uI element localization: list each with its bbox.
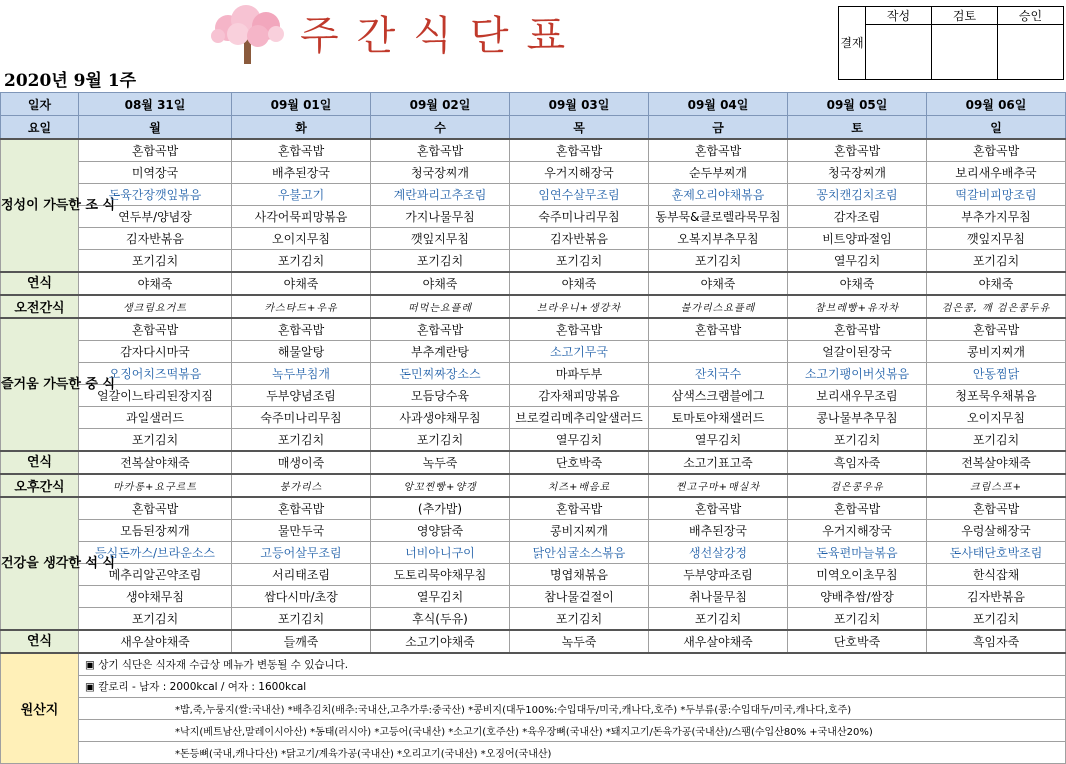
menu-item: 사각어묵피망볶음 [232,206,371,228]
table-row [1,608,1066,631]
menu-item: 혼합곡밥 [371,318,510,341]
menu-item: 영양닭죽 [371,520,510,542]
menu-item: 우거지해장국 [510,162,649,184]
menu-item: 물만두국 [232,520,371,542]
table-row [1,162,1066,184]
snack-item: 앙꼬찐빵+양갱 [371,474,510,497]
menu-item: 포기김치 [788,608,927,631]
snack-item: 참브레빵+유자차 [788,295,927,318]
menu-item: 부추계란탕 [371,341,510,363]
date-cell: 09월 01일 [232,93,371,116]
menu-item: 우렁살해장국 [927,520,1066,542]
day-cell: 월 [79,116,232,140]
menu-item: 해물알탕 [232,341,371,363]
table-row [1,385,1066,407]
menu-item: 혼합곡밥 [232,497,371,520]
menu-item: 혼합곡밥 [79,497,232,520]
menu-item: 미역장국 [79,162,232,184]
menu-item: 오이지무침 [927,407,1066,429]
menu-item: 혼합곡밥 [927,318,1066,341]
snack-row [1,295,1066,318]
menu-item: 혼합곡밥 [649,139,788,162]
menu-item: 열무김치 [510,429,649,452]
menu-item: 포기김치 [79,608,232,631]
menu-item: 두부양파조림 [649,564,788,586]
snack-item: 찐고구마+매실차 [649,474,788,497]
menu-item: 순두부찌개 [649,162,788,184]
late-meal-row [1,451,1066,474]
menu-item: 참나물겉절이 [510,586,649,608]
menu-item: 떡갈비피망조림 [927,184,1066,206]
late-meal-item: 흑임자죽 [927,630,1066,653]
menu-item: 꽁치캔김치조림 [788,184,927,206]
date-header-label: 일자 [1,93,79,116]
menu-item: 포기김치 [232,608,371,631]
late-meal-item: 야채죽 [79,272,232,295]
approval-col-write: 작성 [866,7,932,25]
menu-item: 생야채무침 [79,586,232,608]
page-header [0,0,1066,92]
origin-note: ▣ 칼로리 - 남자 : 2000kcal / 여자 : 1600kcal [79,676,1066,698]
menu-item: 혼합곡밥 [510,497,649,520]
menu-item: 보리새우무조림 [788,385,927,407]
dinner-category: 건강을 생각한 석 식 [1,497,79,630]
menu-item: 닭안심굴소스볶음 [510,542,649,564]
table-row [1,206,1066,228]
table-row [1,139,1066,162]
menu-item: 사과생야채무침 [371,407,510,429]
snack-item: 붕가리스 [232,474,371,497]
menu-item: 우거지해장국 [788,520,927,542]
menu-item: 포기김치 [788,429,927,452]
menu-item: 돈육간장깻잎볶음 [79,184,232,206]
approval-label: 결재 [839,7,866,80]
day-header-label: 요일 [1,116,79,140]
approval-box [838,6,1064,80]
menu-item: 감자다시마국 [79,341,232,363]
approval-col-approve: 승인 [998,7,1064,25]
menu-item: 돈민찌짜장소스 [371,363,510,385]
menu-item: 숙주미나리무침 [232,407,371,429]
day-cell: 일 [927,116,1066,140]
menu-item: 혼합곡밥 [232,318,371,341]
table-row [1,497,1066,520]
snack-item: 마카롱+요구르트 [79,474,232,497]
date-cell: 09월 05일 [788,93,927,116]
menu-item: 메추리알곤약조림 [79,564,232,586]
menu-item: 소고기팽이버섯볶음 [788,363,927,385]
table-row [1,228,1066,250]
menu-item: 포기김치 [927,608,1066,631]
menu-item: (추가밥) [371,497,510,520]
late-meal-item: 전복살야채죽 [927,451,1066,474]
menu-item: 콩비지찌개 [927,341,1066,363]
menu-item: 마파두부 [510,363,649,385]
menu-item: 잔치국수 [649,363,788,385]
menu-item: 오복지부추무침 [649,228,788,250]
menu-item: 서리태조림 [232,564,371,586]
menu-item: 콩나물부추무침 [788,407,927,429]
late-meal-item: 야채죽 [788,272,927,295]
menu-item: 김자반볶음 [79,228,232,250]
menu-item: 모듬된장찌개 [79,520,232,542]
menu-item: 모듬당수육 [371,385,510,407]
menu-item: 포기김치 [649,250,788,273]
menu-item: 포기김치 [927,429,1066,452]
page-title: 주간식단표 [300,13,584,59]
menu-item: 녹두부침개 [232,363,371,385]
approval-sign-review[interactable] [932,25,998,80]
menu-item: 김자반볶음 [510,228,649,250]
date-cell: 09월 06일 [927,93,1066,116]
day-row [1,116,1066,140]
day-cell: 수 [371,116,510,140]
menu-item: 포기김치 [927,250,1066,273]
origin-row [1,653,1066,676]
approval-sign-approve[interactable] [998,25,1064,80]
origin-note: *돈등뼈(국내,캐나다산) *닭고기/계육가공(국내산) *오리고기(국내산) *오징어(국내산) [79,742,1066,764]
date-cell: 09월 03일 [510,93,649,116]
late-meal-row [1,630,1066,653]
breakfast-category: 정성이 가득한 조 식 [1,139,79,272]
late-meal-item: 새우살야채죽 [79,630,232,653]
table-row [1,250,1066,273]
late-meal-item: 새우살야채죽 [649,630,788,653]
menu-item: 감자채피망볶음 [510,385,649,407]
menu-item: 안동찜닭 [927,363,1066,385]
menu-item: 청국장찌개 [788,162,927,184]
menu-item: 포기김치 [510,608,649,631]
late-meal-item: 단호박죽 [788,630,927,653]
menu-item: 우불고기 [232,184,371,206]
menu-item: 혼합곡밥 [649,318,788,341]
menu-item: 후식(두유) [371,608,510,631]
am-snack-category: 오전간식 [1,295,79,318]
menu-item: 돈사태단호박조림 [927,542,1066,564]
menu-item: 김자반볶음 [927,586,1066,608]
menu-item: 청포묵우채볶음 [927,385,1066,407]
late-meal-label: 연식 [1,451,79,474]
menu-item: 열무김치 [371,586,510,608]
late-meal-item: 전복살야채죽 [79,451,232,474]
snack-item: 크림스프+ [927,474,1066,497]
date-cell: 09월 04일 [649,93,788,116]
menu-item: 동부묵&클로렐라묵무침 [649,206,788,228]
table-row [1,564,1066,586]
menu-item: 혼합곡밥 [788,497,927,520]
menu-item: 한식잡채 [927,564,1066,586]
table-row [1,586,1066,608]
table-row [1,520,1066,542]
menu-item: 훈제오리야채볶음 [649,184,788,206]
menu-item: 포기김치 [232,429,371,452]
menu-item: 등심돈까스/브라운소스 [79,542,232,564]
late-meal-item: 녹두죽 [510,630,649,653]
menu-item: 오이지무침 [232,228,371,250]
approval-col-review: 검토 [932,7,998,25]
late-meal-item: 야채죽 [371,272,510,295]
menu-item: 혼합곡밥 [510,318,649,341]
table-row [1,363,1066,385]
menu-item: 포기김치 [79,250,232,273]
late-meal-item: 야채죽 [510,272,649,295]
menu-item: 고등어살무조림 [232,542,371,564]
menu-item: 돈육편마늘볶음 [788,542,927,564]
table-row [1,341,1066,363]
late-meal-item: 매생이죽 [232,451,371,474]
menu-item: 너비아니구이 [371,542,510,564]
menu-item: 열무김치 [649,429,788,452]
origin-row [1,720,1066,742]
origin-category: 원산지 [1,653,79,764]
menu-item: 혼합곡밥 [232,139,371,162]
snack-item: 검은콩우유 [788,474,927,497]
date-cell: 09월 02일 [371,93,510,116]
weekly-menu-table [0,92,1066,764]
menu-item: 보리새우배추국 [927,162,1066,184]
menu-item: 도토리묵야채무침 [371,564,510,586]
late-meal-item: 야채죽 [649,272,788,295]
menu-item: 두부양념조림 [232,385,371,407]
menu-item: 브로컬리메추리알샐러드 [510,407,649,429]
menu-item: 임연수살무조림 [510,184,649,206]
late-meal-label: 연식 [1,630,79,653]
menu-item: 포기김치 [510,250,649,273]
menu-item: 포기김치 [232,250,371,273]
menu-item: 생선살강정 [649,542,788,564]
menu-item: 숙주미나리무침 [510,206,649,228]
origin-row [1,676,1066,698]
menu-item [649,341,788,363]
menu-item: 소고기무국 [510,341,649,363]
late-meal-item: 들깨죽 [232,630,371,653]
menu-item: 혼합곡밥 [788,139,927,162]
menu-item: 가지나물무침 [371,206,510,228]
origin-row [1,742,1066,764]
snack-item: 생크림요거트 [79,295,232,318]
menu-item: 혼합곡밥 [79,318,232,341]
menu-item: 포기김치 [79,429,232,452]
menu-item: 포기김치 [371,429,510,452]
origin-note: *낙지(베트남산,말레이시아산) *동태(러시아) *고등어(국내산) *소고기(호주산) *육우장뼈(국내산) *돼지고기/돈육가공(국내산)/스팸(수입산80% +국내산20%) [79,720,1066,742]
pm-snack-category: 오후간식 [1,474,79,497]
menu-item: 포기김치 [371,250,510,273]
menu-item: 열무김치 [788,250,927,273]
snack-item: 치즈+배음료 [510,474,649,497]
menu-item: 쌈다시마/초장 [232,586,371,608]
menu-item: 혼합곡밥 [927,139,1066,162]
week-label: 2020년 9월 1주 [4,71,137,91]
table-row [1,542,1066,564]
menu-item: 미역오이초무침 [788,564,927,586]
menu-item: 얼갈이된장국 [788,341,927,363]
origin-note: ▣ 상기 식단은 식자재 수급상 메뉴가 변동될 수 있습니다. [79,653,1066,676]
menu-item: 혼합곡밥 [649,497,788,520]
menu-item: 감자조림 [788,206,927,228]
menu-item: 혼합곡밥 [371,139,510,162]
late-meal-item: 야채죽 [232,272,371,295]
day-cell: 목 [510,116,649,140]
menu-item: 양배추쌈/쌈장 [788,586,927,608]
menu-item: 깻잎지무침 [371,228,510,250]
menu-item: 혼합곡밥 [927,497,1066,520]
menu-item: 오징어치즈떡볶음 [79,363,232,385]
late-meal-item: 녹두죽 [371,451,510,474]
menu-item: 혼합곡밥 [510,139,649,162]
menu-item: 취나물무침 [649,586,788,608]
snack-item: 불가리스요플레 [649,295,788,318]
table-row [1,407,1066,429]
snack-item: 카스타드+우유 [232,295,371,318]
menu-item: 비트양파절임 [788,228,927,250]
late-meal-item: 단호박죽 [510,451,649,474]
menu-item: 부추가지무침 [927,206,1066,228]
date-row [1,93,1066,116]
origin-note: *밥,죽,누룽지(쌀:국내산) *배추김치(배추:국내산,고추가루:중국산) *콩비지(대두100%:수입대두/미국,캐나다,호주) *두부류(콩:수입대두/미국,캐나다,호주) [79,698,1066,720]
day-cell: 토 [788,116,927,140]
menu-item: 배추된장국 [649,520,788,542]
blossom-tree-icon [206,4,290,66]
approval-sign-write[interactable] [866,25,932,80]
late-meal-item: 소고기야채죽 [371,630,510,653]
menu-item: 콩비지찌개 [510,520,649,542]
table-row [1,184,1066,206]
late-meal-row [1,272,1066,295]
menu-item: 계란꽈리고추조림 [371,184,510,206]
menu-item: 얼갈이느타리된장지짐 [79,385,232,407]
menu-item: 삼색스크램블에그 [649,385,788,407]
menu-item: 청국장찌개 [371,162,510,184]
day-cell: 화 [232,116,371,140]
snack-item: 검은콩, 깨 검은콩두유 [927,295,1066,318]
snack-item: 브라우니+생강차 [510,295,649,318]
day-cell: 금 [649,116,788,140]
late-meal-item: 흑임자죽 [788,451,927,474]
origin-row [1,698,1066,720]
late-meal-label: 연식 [1,272,79,295]
menu-item: 포기김치 [649,608,788,631]
late-meal-item: 소고기표고죽 [649,451,788,474]
menu-item: 혼합곡밥 [788,318,927,341]
menu-item: 깻잎지무침 [927,228,1066,250]
menu-item: 토마토야채샐러드 [649,407,788,429]
date-cell: 08월 31일 [79,93,232,116]
snack-row [1,474,1066,497]
menu-item: 연두부/양념장 [79,206,232,228]
late-meal-item: 야채죽 [927,272,1066,295]
table-row [1,318,1066,341]
menu-item: 명엽채볶음 [510,564,649,586]
menu-item: 배추된장국 [232,162,371,184]
menu-item: 과일샐러드 [79,407,232,429]
lunch-category: 즐거움 가득한 중 식 [1,318,79,451]
snack-item: 떠먹는요플레 [371,295,510,318]
table-row [1,429,1066,452]
menu-item: 혼합곡밥 [79,139,232,162]
